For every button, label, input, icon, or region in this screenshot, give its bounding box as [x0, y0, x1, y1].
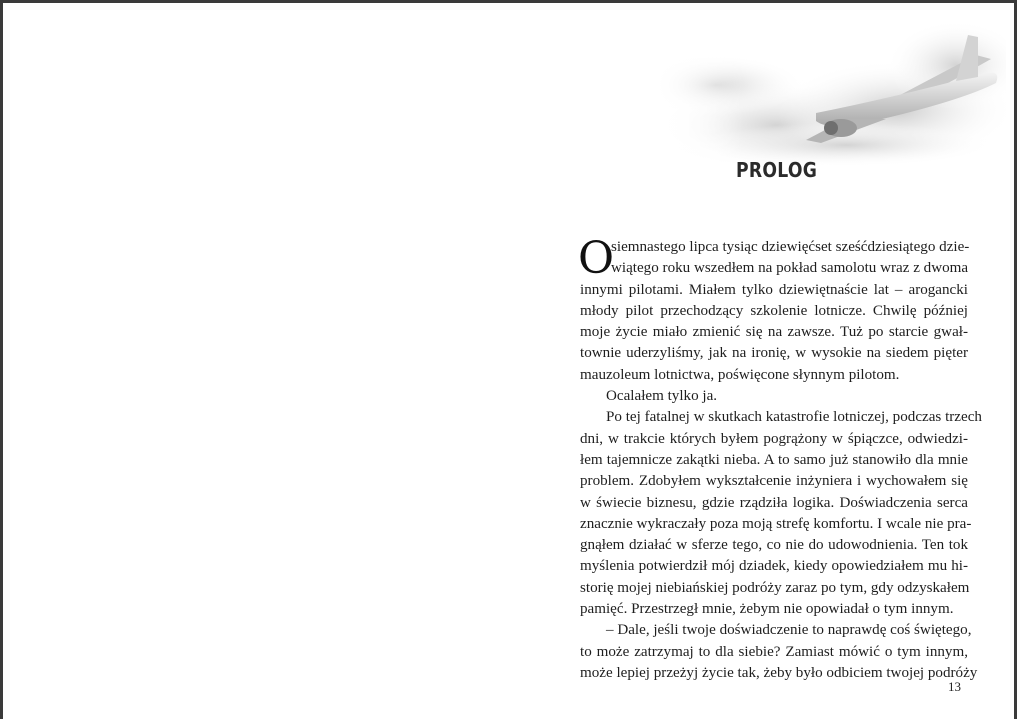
text-line: Po tej fatalnej w skutkach katastrofie lotniczej, podczas trzech	[606, 409, 982, 426]
text-line: moje życie miało zmienić się na zawsze. Tuż po starcie gwał-	[580, 324, 968, 341]
text-line: dni, w trakcie których byłem pogrążony w śpiączce, odwiedzi-	[580, 430, 968, 447]
book-spread	[3, 3, 1014, 719]
text-line: pamięć. Przestrzegł mnie, żebym nie opowiadał o tym innym.	[580, 601, 954, 618]
text-line: siemnastego lipca tysiąc dziewięćset sześćdziesiątego dzie-	[611, 239, 970, 255]
text-line: młody pilot przechodzący szkolenie lotnicze. Chwilę później	[580, 302, 968, 319]
drop-cap: O	[578, 233, 615, 284]
text-line: innymi pilotami. Miałem tylko dziewiętnaście lat – arogancki	[580, 281, 968, 298]
text-line: problem. Zdobyłem wykształcenie inżyniera i wychowałem się	[580, 473, 968, 490]
text-line: mauzoleum lotnictwa, poświęcone słynnym pilotom.	[580, 366, 900, 383]
left-page	[3, 3, 508, 719]
page-number: 13	[948, 679, 961, 694]
text-line: – Dale, jeśli twoje doświadczenie to naprawdę coś świętego,	[606, 622, 972, 639]
text-line: może lepiej przeżyj życie tak, żeby było odbiciem twojej podróży	[580, 664, 978, 681]
text-line: w świecie biznesu, gdzie rządziła logika. Doświadczenia serca	[580, 494, 968, 511]
text-line: gnąłem działać w sferze tego, co nie do udowodnienia. Ten tok	[580, 537, 968, 554]
text-line: Ocalałem tylko ja.	[606, 388, 718, 405]
text-line: townie uderzyliśmy, jak na ironię, w wysokie na siedem pięter	[580, 345, 968, 362]
right-page	[508, 3, 1014, 719]
text-line: to może zatrzymaj to dla siebie? Zamiast mówić o tym innym,	[580, 643, 968, 660]
body-text	[578, 233, 982, 684]
text-line: myślenia potwierdził mój dziadek, kiedy opowiedziałem mu hi-	[580, 558, 968, 575]
text-line: znacznie wykraczały poza moją strefę komfortu. I wcale nie pra-	[580, 515, 972, 532]
chapter-title: PROLOG	[736, 158, 818, 182]
text-line: storię mojej niebiańskiej podróży zaraz po tym, gdy odzyskałem	[580, 579, 970, 596]
text-line: łem tajemnicze zakątki nieba. A to samo już stanowiło dla mnie	[580, 451, 968, 468]
text-line: wiątego roku wszedłem na pokład samolotu wraz z dwoma	[611, 260, 969, 277]
airplane-illustration	[656, 15, 1006, 165]
